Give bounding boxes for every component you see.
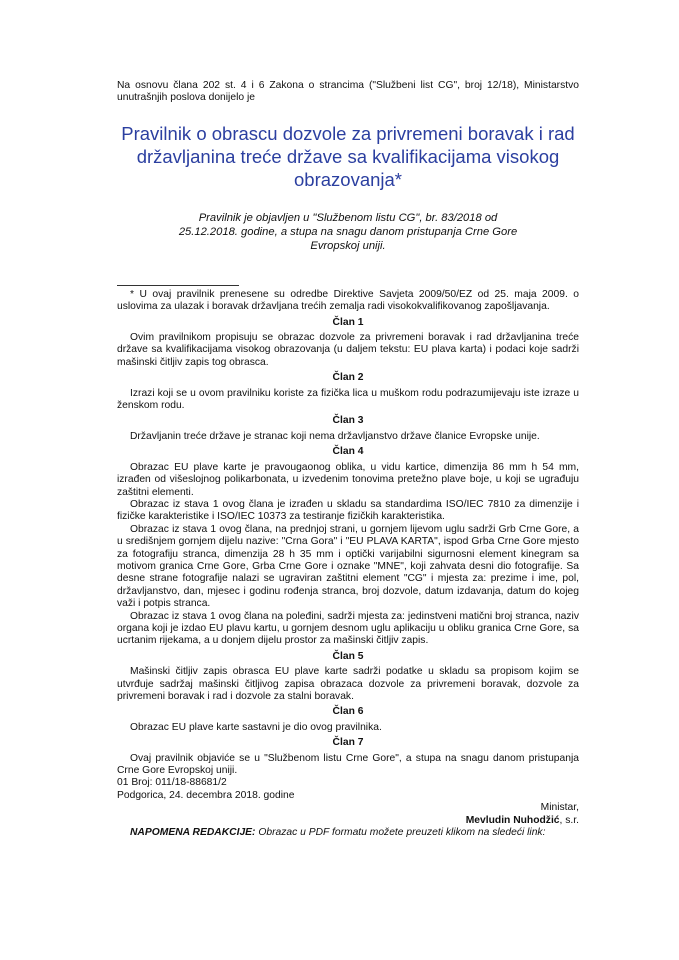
article-4-heading: Član 4 <box>332 446 364 458</box>
document-title: Pravilnik o obrascu dozvole za privremeni boravak i rad državljanina treće države sa kvalifikacijama visokog obrazovanja* <box>121 122 575 190</box>
place-and-date: Podgorica, 24. decembra 2018. godine <box>117 789 295 801</box>
footnote-divider <box>117 285 239 286</box>
document-number: 01 Broj: 011/18-88681/2 <box>117 777 227 789</box>
editorial-note <box>117 827 579 839</box>
article-2-heading: Član 2 <box>332 372 364 384</box>
article-1-heading: Član 1 <box>332 316 364 328</box>
editorial-note-label: NAPOMENA REDAKCIJE: <box>130 827 256 839</box>
article-5-paragraph: Mašinski čitljiv zapis obrasca EU plave karte sadrži podatke u skladu sa propisom kojim se utvrđuje sadržaj mašinski čitljivog zapisa obrazaca dozvole za privremeni boravak, dozvole za privremeni boravak i rad i dozvole za stalni boravak. <box>117 666 579 702</box>
article-6-heading: Član 6 <box>332 706 364 718</box>
article-2-paragraph: Izrazi koji se u ovom pravilniku koriste za fizička lica u muškom rodu podrazumijevaju iste izraze u ženskom rodu. <box>117 387 579 412</box>
article-4-paragraph-4: Obrazac iz stava 1 ovog člana na poleđini, sadrži mjesta za: jedinstveni matični broj stranca, naziv organa koji je izdao EU plavu kartu, u gornjem desnom uglu aplikaciju u obliku granica Crne Gore, sa ucrtanim rijekama, a u donjem dijelu prostor za mašinski čitljiv zapis. <box>117 610 579 647</box>
signatory-name: Mevludin Nuhodžić <box>465 814 560 826</box>
article-7-heading: Član 7 <box>332 737 364 749</box>
signature-block <box>117 815 579 827</box>
publication-note: Pravilnik je objavljen u "Službenom listu CG", br. 83/2018 od 25.12.2018. godine, a stupa na snagu danom pristupanja Crne Gore Evropskoj uniji. <box>178 211 518 252</box>
article-1-paragraph: Ovim pravilnikom propisuju se obrazac dozvole za privremeni boravak i rad državljanina treće države sa kvalifikacijama visokog obrazovanja (u daljem tekstu: EU plava karta) i podaci koje sadrži mašinski čitljiv zapis tog obrasca. <box>117 332 579 368</box>
article-6-paragraph: Obrazac EU plave karte sastavni je dio ovog pravilnika. <box>130 721 382 733</box>
article-4-paragraph-2: Obrazac iz stava 1 ovog člana je izrađen u skladu sa standardima ISO/IEC 7810 za dimenzije i fizičke karakteristike i ISO/IEC 10373 za testiranje fizičkih karakteristika. <box>117 498 579 523</box>
article-7-paragraph: Ovaj pravilnik objaviće se u "Službenom listu Crne Gore", a stupa na snagu danom pristupanja Crne Gore Evropskoj uniji. <box>117 752 579 777</box>
editorial-note-text[interactable]: Obrazac u PDF formatu možete preuzeti klikom na sledeći link: <box>255 827 546 839</box>
intro-paragraph: Na osnovu člana 202 st. 4 i 6 Zakona o strancima ("Službeni list CG", broj 12/18), Ministarstvo unutrašnjih poslova donijelo je <box>117 80 579 104</box>
signature-suffix: , s.r. <box>559 814 579 826</box>
article-4-paragraph-3: Obrazac iz stava 1 ovog člana, na prednjoj strani, u gornjem lijevom uglu sadrži Grb Crne Gore, a u središnjem gornjem dijelu nazive: "Crna Gora" i "EU PLAVA KARTA", ispod Grba Crne Gore mjesto za fotografiju stranca, dimenzija 28 h 35 mm i optički varijabilni sigurnosni element kinegram sa motivom granica Crne Gore, Grba Crne Gore i oznake "MNE", koji zahvata desni dio fotografije. Sa desne strane fotografije nalazi se ugraviran zaštitni element "CG" i mjesta za: prezime i ime, pol, državljanstvo, dan, mjesec i godinu rođenja stranca, broj dozvole, datum izdavanja, datum do kojeg važi i potpis stranca. <box>117 523 579 610</box>
footnote: * U ovaj pravilnik prenesene su odredbe Direktive Savjeta 2009/50/EZ od 25. maja 2009. o uslovima za ulazak i boravak državljana trećih zemalja radi visokokvalifikovanog zapošljavanja. <box>117 288 579 313</box>
signature-role: Ministar, <box>540 802 579 814</box>
article-5-heading: Član 5 <box>332 650 364 662</box>
document-body <box>117 80 579 839</box>
article-4-paragraph-1: Obrazac EU plave karte je pravougaonog oblika, u vidu kartice, dimenzija 86 mm h 54 mm, izrađen od višeslojnog polikarbonata, u izvedenim tonovima pretežno plave boje, u koji se ugrađuju zaštitni elementi. <box>117 461 579 498</box>
article-3-paragraph: Državljanin treće države je stranac koji nema državljanstvo države članice Evropske unije. <box>130 430 540 442</box>
article-3-heading: Član 3 <box>332 415 364 427</box>
